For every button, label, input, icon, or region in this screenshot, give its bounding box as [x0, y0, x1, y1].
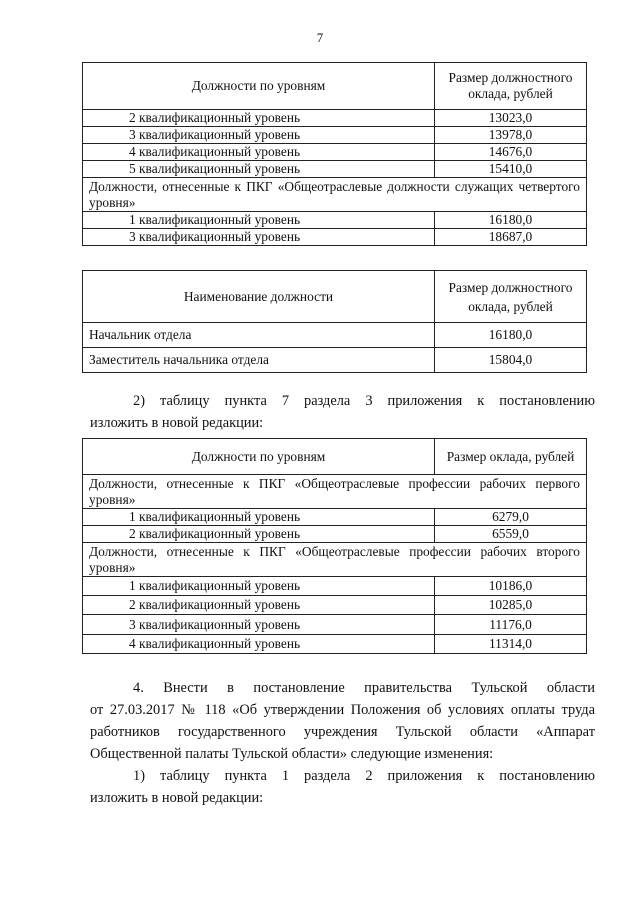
row-label: 3 квалификационный уровень — [83, 229, 435, 246]
paragraph-line: 4. Внести в постановление правительства Тульской области — [133, 680, 595, 696]
paragraph-item-4 — [90, 677, 595, 765]
table-row — [83, 323, 587, 348]
row-label: 4 квалификационный уровень — [83, 144, 435, 161]
paragraph-line: 1) таблицу пункта 1 раздела 2 приложения к постановлению — [133, 768, 595, 784]
paragraph-line: изложить в новой редакции: — [90, 790, 264, 806]
row-label: Заместитель начальника отдела — [83, 348, 435, 373]
row-label: 5 квалификационный уровень — [83, 161, 435, 178]
paragraph-line: Общественной палаты Тульской области» следующие изменения: — [90, 746, 494, 762]
table-row — [83, 110, 587, 127]
table-row — [83, 348, 587, 373]
table-row — [83, 127, 587, 144]
row-value: 15410,0 — [435, 161, 587, 178]
row-value: 16180,0 — [435, 212, 587, 229]
table-group-row — [83, 543, 587, 577]
row-value: 11314,0 — [435, 635, 587, 654]
row-label: 1 квалификационный уровень — [83, 577, 435, 596]
row-label: Начальник отдела — [83, 323, 435, 348]
table-row — [83, 526, 587, 543]
paragraph-item-2 — [90, 390, 595, 434]
column-header-positions: Должности по уровням — [83, 439, 435, 475]
row-value: 10285,0 — [435, 596, 587, 615]
row-value: 18687,0 — [435, 229, 587, 246]
table-group-row — [83, 475, 587, 509]
paragraph-line: от 27.03.2017 № 118 «Об утверждении Положения об условиях оплаты труда — [90, 702, 595, 718]
table-group-row — [83, 178, 587, 212]
row-label: 1 квалификационный уровень — [83, 509, 435, 526]
table-row — [83, 229, 587, 246]
table-header-row — [83, 63, 587, 110]
table-header-row — [83, 439, 587, 475]
paragraph-item-4-1 — [90, 765, 595, 809]
group-label: Должности, отнесенные к ПКГ «Общеотраслевые профессии рабочих первого уровня» — [83, 475, 587, 509]
row-value: 14676,0 — [435, 144, 587, 161]
row-value: 15804,0 — [435, 348, 587, 373]
column-header-positions: Должности по уровням — [83, 63, 435, 110]
row-value: 16180,0 — [435, 323, 587, 348]
table-row — [83, 596, 587, 615]
page-number: 7 — [316, 30, 324, 45]
row-value: 13023,0 — [435, 110, 587, 127]
paragraph-line: работников государственного учреждения Тульской области «Аппарат — [90, 724, 595, 740]
table-row — [83, 615, 587, 635]
row-value: 10186,0 — [435, 577, 587, 596]
row-label: 3 квалификационный уровень — [83, 615, 435, 635]
row-label: 2 квалификационный уровень — [83, 596, 435, 615]
table-row — [83, 577, 587, 596]
column-header-salary: Размер оклада, рублей — [435, 439, 587, 475]
group-label: Должности, отнесенные к ПКГ «Общеотраслевые должности служащих четвертого уровня» — [83, 178, 587, 212]
salary-table-levels-continued — [82, 62, 587, 246]
row-value: 6279,0 — [435, 509, 587, 526]
table-row — [83, 161, 587, 178]
paragraph-line: изложить в новой редакции: — [90, 415, 264, 431]
table-header-row — [83, 271, 587, 323]
salary-table-workers — [82, 438, 587, 654]
paragraph-line: 2) таблицу пункта 7 раздела 3 приложения к постановлению — [133, 393, 595, 409]
row-value: 13978,0 — [435, 127, 587, 144]
row-value: 11176,0 — [435, 615, 587, 635]
row-label: 1 квалификационный уровень — [83, 212, 435, 229]
column-header-position-name: Наименование должности — [83, 271, 435, 323]
row-label: 2 квалификационный уровень — [83, 110, 435, 127]
row-label: 4 квалификационный уровень — [83, 635, 435, 654]
salary-table-positions — [82, 270, 587, 373]
table-row — [83, 509, 587, 526]
group-label: Должности, отнесенные к ПКГ «Общеотраслевые профессии рабочих второго уровня» — [83, 543, 587, 577]
column-header-salary: Размер должностного оклада, рублей — [435, 271, 587, 323]
column-header-salary: Размер должностного оклада, рублей — [435, 63, 587, 110]
table-row — [83, 212, 587, 229]
row-label: 2 квалификационный уровень — [83, 526, 435, 543]
table-row — [83, 635, 587, 654]
row-label: 3 квалификационный уровень — [83, 127, 435, 144]
table-row — [83, 144, 587, 161]
row-value: 6559,0 — [435, 526, 587, 543]
